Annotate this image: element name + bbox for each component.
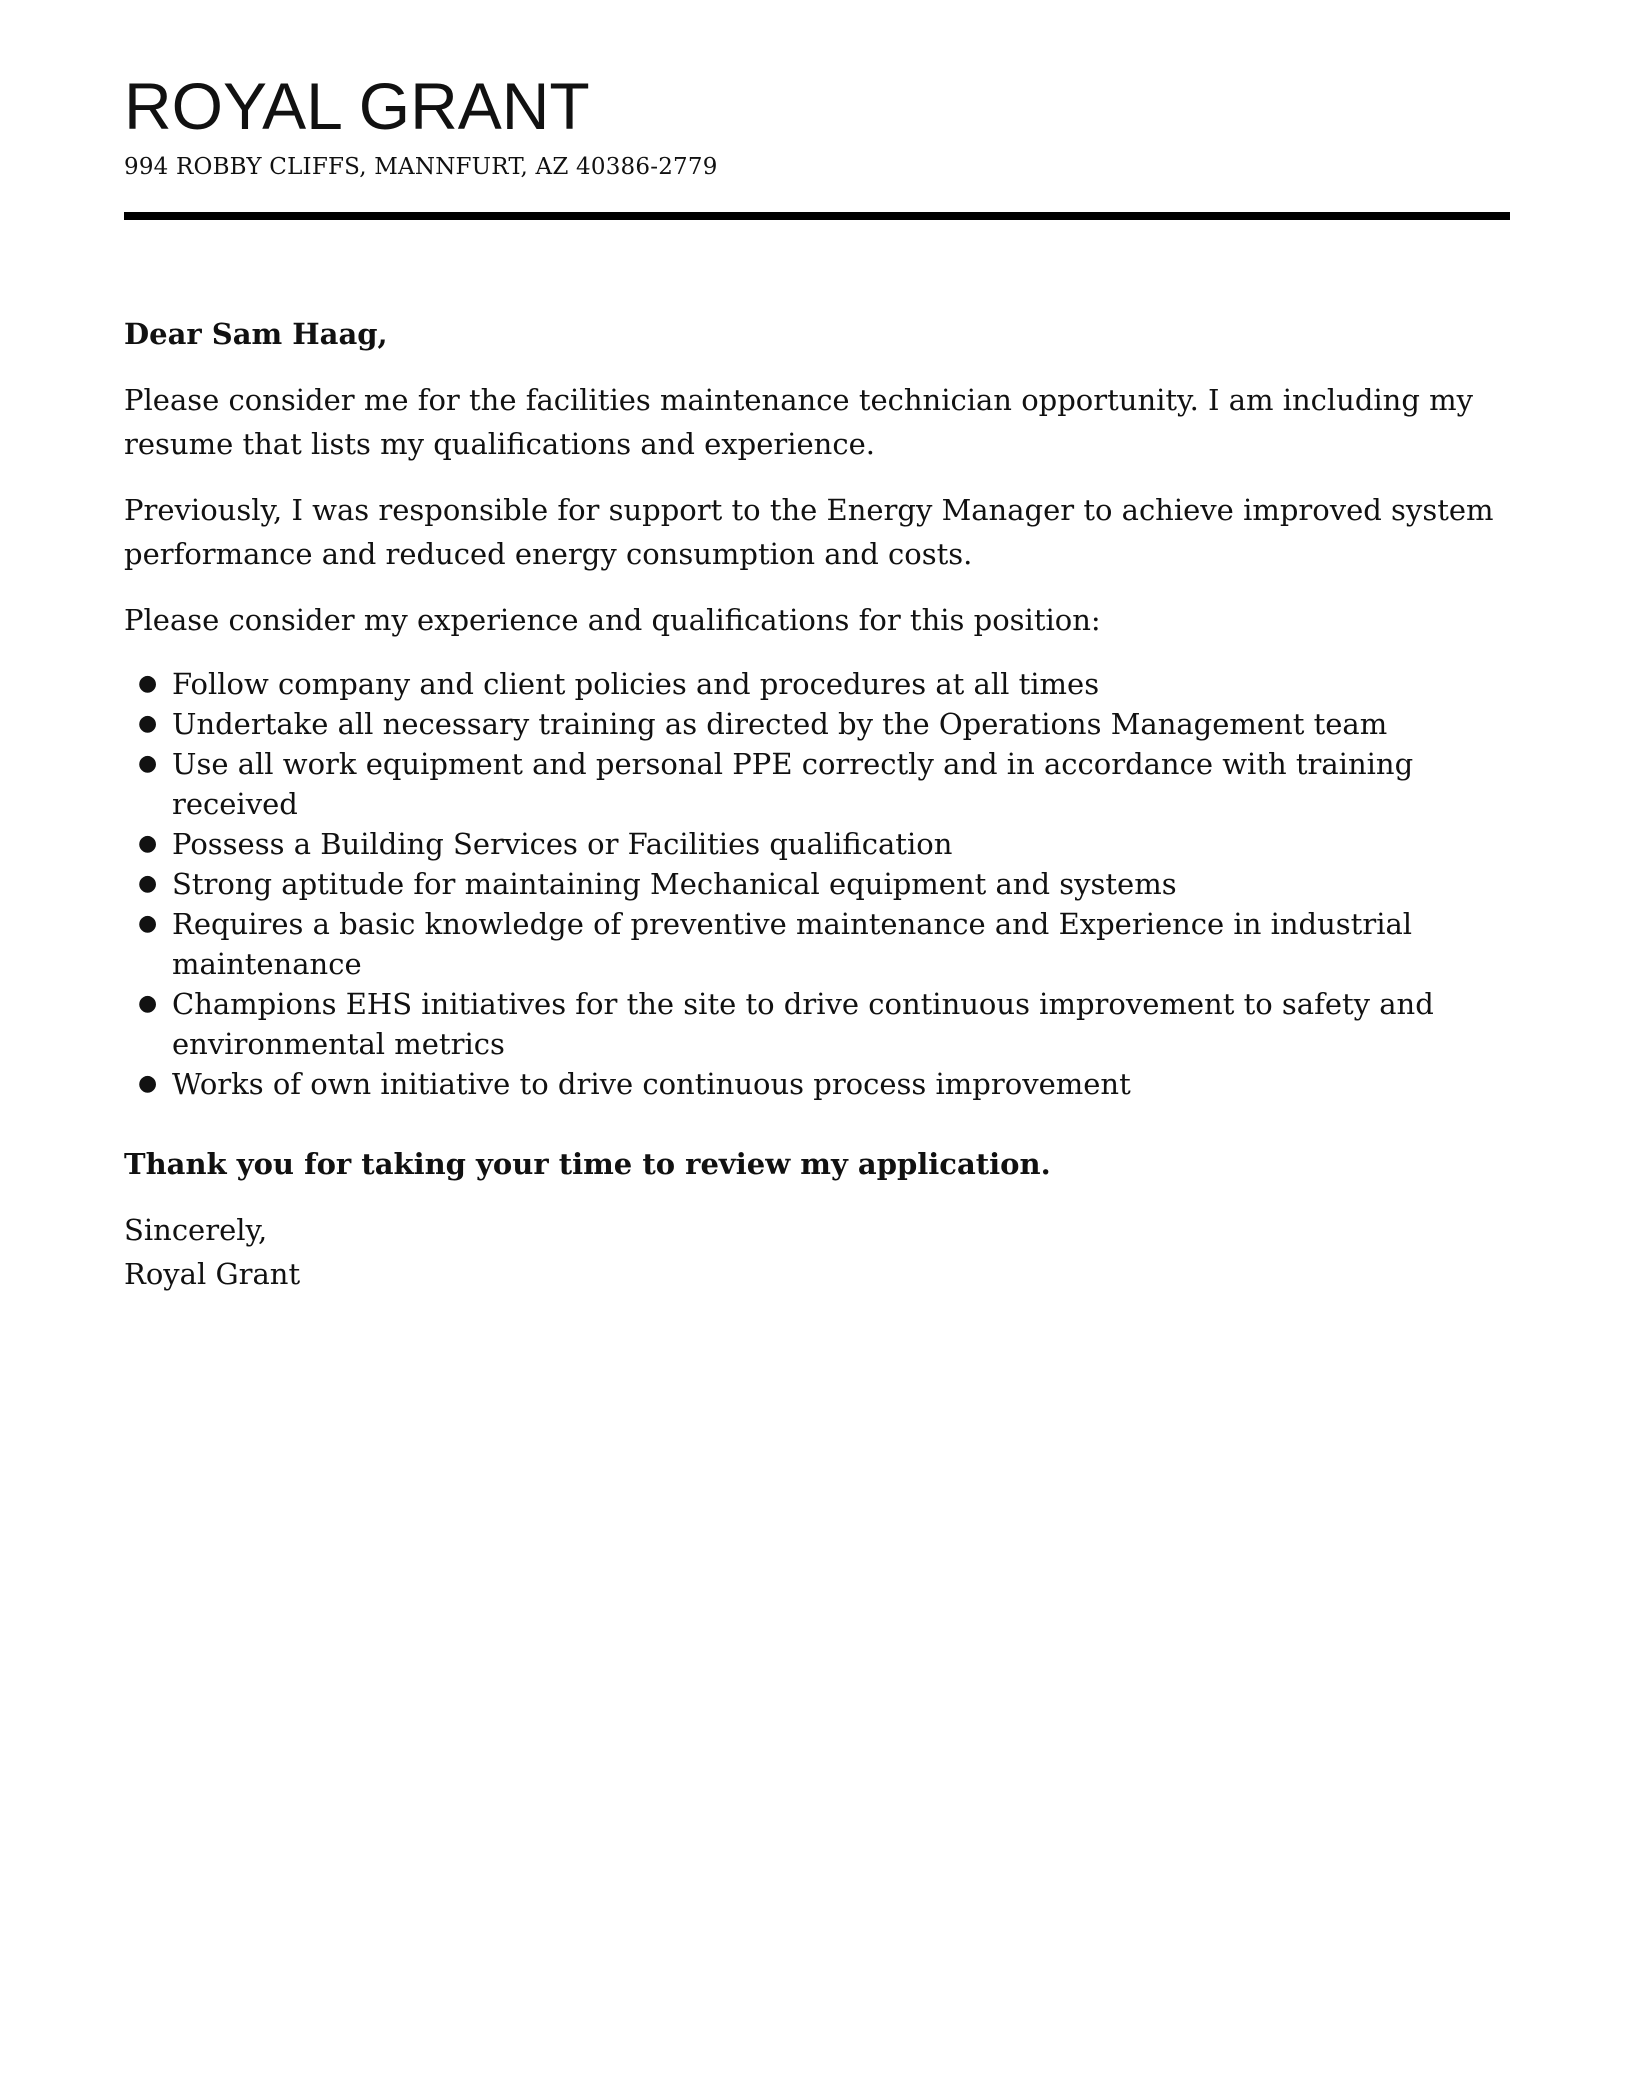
list-item	[138, 984, 1510, 1064]
bullet-icon: ●	[138, 711, 158, 736]
intro-paragraph: Please consider me for the facilities maintenance technician opportunity. I am including my resume that lists my qualifications and experience.	[124, 383, 1474, 461]
list-item	[138, 744, 1510, 824]
cover-letter-page	[124, 0, 1510, 1296]
list-item-text: Possess a Building Services or Facilities qualification	[172, 827, 953, 861]
list-item	[138, 824, 1510, 864]
list-item	[138, 864, 1510, 904]
closing: Sincerely,	[124, 1213, 268, 1247]
list-item	[138, 1064, 1510, 1104]
list-item-text: Use all work equipment and personal PPE correctly and in accordance with training received	[172, 747, 1414, 821]
list-item	[138, 904, 1510, 984]
applicant-address: 994 ROBBY CLIFFS, MANNFURT, AZ 40386-2779	[124, 154, 718, 180]
list-item	[138, 704, 1510, 744]
signature: Royal Grant	[124, 1257, 301, 1291]
bullet-icon: ●	[138, 1071, 158, 1096]
qualifications-list	[124, 664, 1510, 1104]
bullet-icon: ●	[138, 911, 158, 936]
bullet-icon: ●	[138, 871, 158, 896]
list-item-text: Requires a basic knowledge of preventive maintenance and Experience in industrial maintenance	[172, 907, 1413, 981]
list-item-text: Champions EHS initiatives for the site to drive continuous improvement to safety and environmental metrics	[172, 987, 1434, 1061]
qualifications-intro: Please consider my experience and qualifications for this position:	[124, 603, 1101, 637]
list-item-text: Strong aptitude for maintaining Mechanical equipment and systems	[172, 867, 1177, 901]
list-item	[138, 664, 1510, 704]
thank-you-line: Thank you for taking your time to review my application.	[124, 1147, 1051, 1181]
experience-paragraph: Previously, I was responsible for support to the Energy Manager to achieve improved system performance and reduced energy consumption and costs.	[124, 493, 1494, 571]
bullet-icon: ●	[138, 831, 158, 856]
list-item-text: Follow company and client policies and procedures at all times	[172, 667, 1100, 701]
bullet-icon: ●	[138, 671, 158, 696]
list-item-text: Undertake all necessary training as directed by the Operations Management team	[172, 707, 1388, 741]
list-item-text: Works of own initiative to drive continuous process improvement	[172, 1067, 1131, 1101]
salutation: Dear Sam Haag,	[124, 317, 388, 351]
bullet-icon: ●	[138, 991, 158, 1016]
bullet-icon: ●	[138, 751, 158, 776]
header-divider	[124, 212, 1510, 220]
applicant-name: ROYAL GRANT	[124, 69, 590, 143]
letter-body	[124, 312, 1510, 1296]
